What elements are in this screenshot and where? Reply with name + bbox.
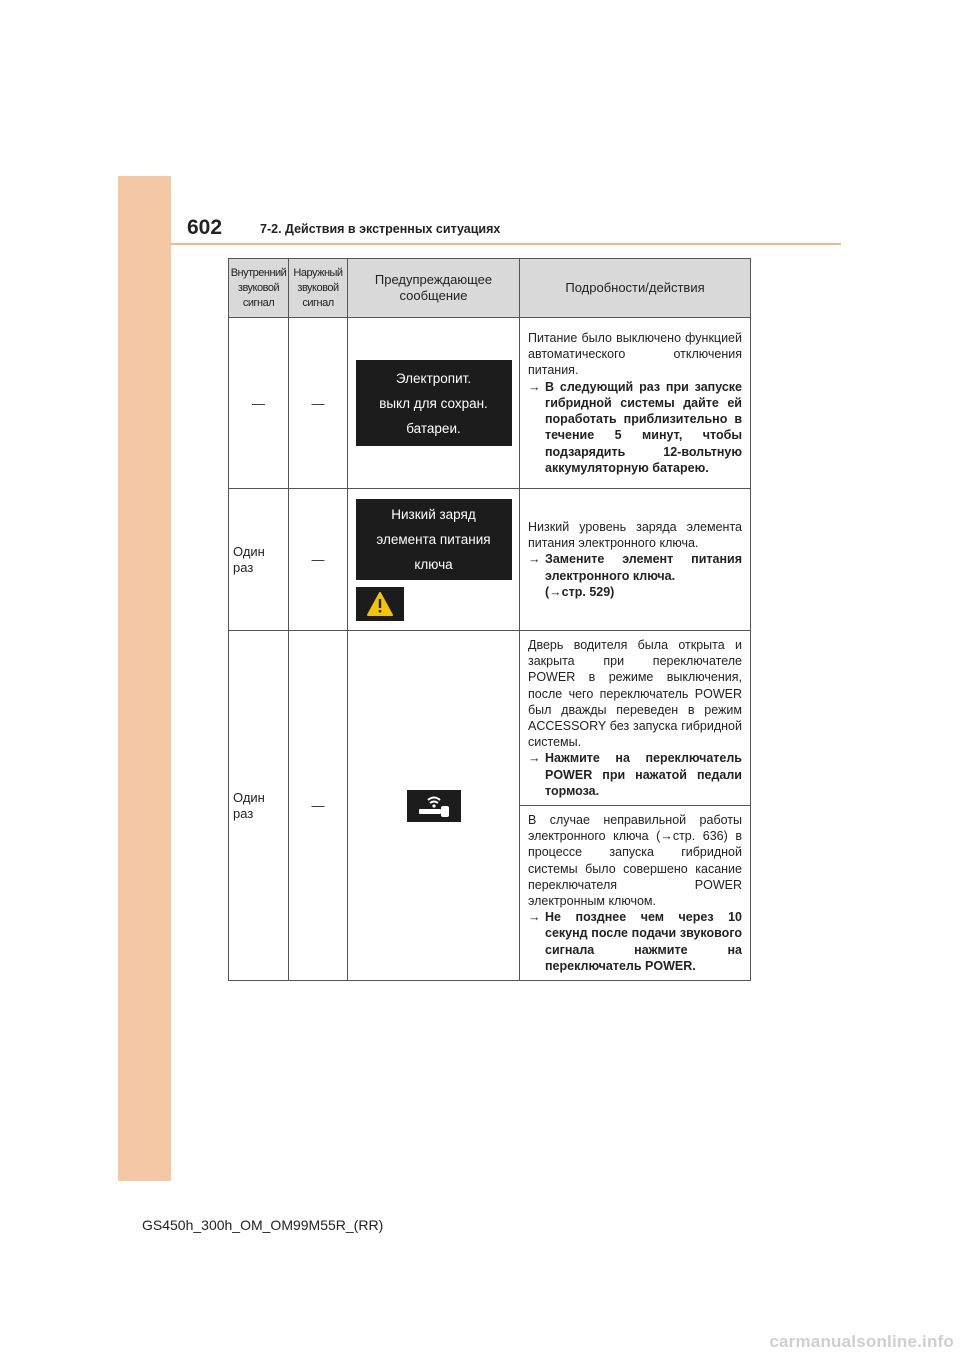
col-message-line1: Предупреждающее: [374, 272, 493, 287]
col-external-buzzer: [289, 259, 348, 318]
action-text: Нажмите на переключатель POWER при нажатой педали тормоза.: [545, 751, 742, 798]
details-cell: [520, 318, 751, 489]
screen-line: выкл для сохран.: [379, 395, 488, 411]
buzzer-text: Один: [233, 789, 265, 805]
detail-text: [528, 812, 742, 909]
icon-wrap: [356, 587, 512, 621]
detail-text: Питание было выключено функцией автоматического отключения питания.: [528, 331, 742, 378]
header-divider: [171, 243, 841, 245]
col-external-line1: Наружный: [293, 266, 343, 279]
internal-buzzer-cell: —: [229, 318, 289, 489]
ref-open: (: [545, 584, 550, 599]
action-text: В следующий раз при запуске гибридной системы дайте ей поработать приблизительно в течение 5 минут, чтобы подзарядить 12-вольтную аккумуляторную батарею.: [545, 379, 742, 475]
col-warning-message: [348, 259, 520, 318]
message-cell: [348, 631, 520, 981]
power-off-screen: [356, 360, 512, 446]
col-external-line2: звуковой: [297, 281, 339, 294]
details-cell: [520, 631, 751, 806]
low-key-battery-screen: [356, 499, 512, 580]
document-code: GS450h_300h_OM_OM99M55R_(RR): [142, 1217, 384, 1233]
table-row: [229, 318, 751, 489]
buzzer-text: раз: [233, 805, 254, 821]
external-buzzer-cell: —: [289, 631, 348, 981]
details-cell: [520, 489, 751, 631]
screen-line: Низкий заряд: [391, 506, 476, 522]
screen-line: Электропит.: [395, 370, 472, 386]
arrow-icon: →: [528, 552, 541, 567]
col-external-line3: сигнал: [302, 296, 334, 309]
action-line: [528, 379, 742, 476]
warning-triangle-icon: [356, 587, 404, 621]
col-message-line2: сообщение: [399, 288, 468, 303]
external-buzzer-cell: —: [289, 489, 348, 631]
side-tab: [118, 176, 171, 1181]
section-title: 7-2. Действия в экстренных ситуациях: [260, 222, 501, 236]
action-text: Не позднее чем через 10 секунд после подачи звукового сигнала нажмите на переключатель POWER.: [545, 910, 742, 973]
page-number: 602: [187, 216, 223, 239]
internal-buzzer-cell: [229, 631, 289, 981]
watermark: carmanualsonline.info: [769, 1332, 954, 1351]
table-header-row: [229, 259, 751, 318]
col-internal-line3: сигнал: [242, 296, 275, 309]
arrow-icon: →: [528, 910, 541, 925]
detail-text-post: стр. 636) в процессе запуска гибридной системы было совершено касание переключателя POWER электронным ключом.: [528, 829, 742, 909]
action-line: [528, 909, 742, 974]
screen-line: элемента питания: [376, 531, 491, 547]
warning-table: [228, 258, 751, 981]
col-internal-line2: звуковой: [237, 281, 280, 294]
smart-key-signal-icon: [407, 790, 461, 822]
ref-arrow-icon: →: [549, 584, 562, 599]
details-cell: [520, 806, 751, 981]
action-text: [545, 551, 742, 600]
col-internal-buzzer: [229, 259, 289, 318]
arrow-icon: →: [528, 751, 541, 766]
buzzer-text: Один: [233, 543, 265, 559]
buzzer-text: раз: [233, 559, 254, 575]
arrow-icon: →: [660, 829, 673, 844]
page-ref: стр. 529): [561, 584, 615, 599]
action-line: [528, 551, 742, 600]
message-cell: [348, 489, 520, 631]
arrow-icon: →: [528, 379, 541, 394]
detail-text: Низкий уровень заряда элемента питания электронного ключа.: [528, 519, 742, 551]
internal-buzzer-cell: [229, 489, 289, 631]
external-buzzer-cell: —: [289, 318, 348, 489]
action-text-main: Замените элемент питания электронного ключа.: [545, 552, 742, 583]
screen-line: ключа: [414, 556, 453, 572]
action-line: [528, 750, 742, 799]
col-internal-line1: Внутренний: [230, 266, 287, 279]
table-row: [229, 489, 751, 631]
detail-text: Дверь водителя была открыта и закрыта при переключателе POWER в режиме выключения, после чего переключатель POWER был дважды переведен в режим ACCESSORY без запуска гибридной системы.: [528, 638, 742, 750]
screen-line: батареи.: [406, 420, 461, 436]
table-row: [229, 631, 751, 806]
detail-text-pre: В случае неправильной работы электронного ключа (: [528, 813, 742, 844]
message-cell: [348, 318, 520, 489]
col-details: Подробности/действия: [520, 259, 751, 318]
